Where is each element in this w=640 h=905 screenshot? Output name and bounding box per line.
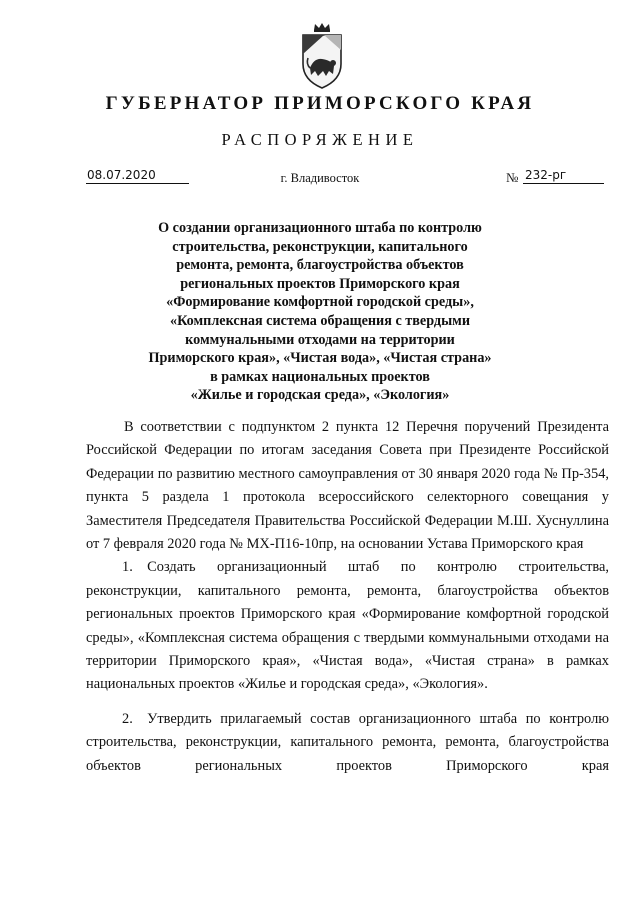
document-type: РАСПОРЯЖЕНИЕ: [221, 130, 419, 149]
subject-line: строительства, реконструкции, капитального: [172, 238, 468, 255]
item-2-paragraph: 2. Утвердить прилагаемый состав организационного штаба по контролю строительства, реконструкции, капитального ремонта, ремонта, благоустройства объектов региональных проектов Приморского края: [86, 710, 609, 774]
subject-line: «Формирование комфортной городской среды»,: [166, 294, 474, 311]
subject-line: «Комплексная система обращения с твердыми: [169, 312, 471, 329]
document-meta-row: [0, 167, 640, 187]
subject-line: региональных проектов Приморского края: [180, 275, 460, 292]
number-sign: №: [506, 170, 519, 185]
preamble-paragraph: В соответствии с подпунктом 2 пункта 12 Перечня поручений Президента Российской Федерации по итогам заседания Совета при Президенте Российской Федерации по развитию местного самоуправления от 30 января 2020 года № Пр-354, пункта 5 раздела 1 протокола всероссийского селекторного совещания у Заместителя Председателя Правительства Российской Федерации М.Ш. Хуснуллина от 7 февраля 2020 года № МХ-П16-10пр, на основании Устава Приморского края: [86, 419, 609, 553]
document-number: 232-рг: [523, 167, 604, 184]
subject-line: О создании организационного штаба по контролю: [158, 220, 482, 236]
document-body: [86, 416, 609, 778]
document-subject: [130, 219, 510, 405]
subject-line: в рамках национальных проектов: [210, 368, 430, 385]
subject-line: ремонта, ремонта, благоустройства объектов: [176, 257, 464, 274]
subject-line: коммунальными отходами на территории: [185, 331, 455, 348]
subject-line: Приморского края», «Чистая вода», «Чистая страна»: [148, 350, 492, 367]
document-date: 08.07.2020: [86, 167, 189, 184]
subject-line: «Жилье и городская среда», «Экология»: [190, 387, 450, 404]
coat-of-arms-icon: [300, 22, 344, 90]
org-title: ГУБЕРНАТОР ПРИМОРСКОГО КРАЯ: [105, 93, 535, 114]
item-1-paragraph: 1. Создать организационный штаб по контролю строительства, реконструкции, капитального ремонта, ремонта, благоустройства объектов региональных проектов Приморского края «Формирование комфортной городской среды», «Комплексная система обращения с твердыми коммунальными отходами на территории Приморского края», «Чистая вода», «Чистая страна» в рамках национальных проектов «Жилье и городская среда», «Экология».: [86, 559, 609, 693]
document-city: г. Владивосток: [280, 171, 360, 185]
